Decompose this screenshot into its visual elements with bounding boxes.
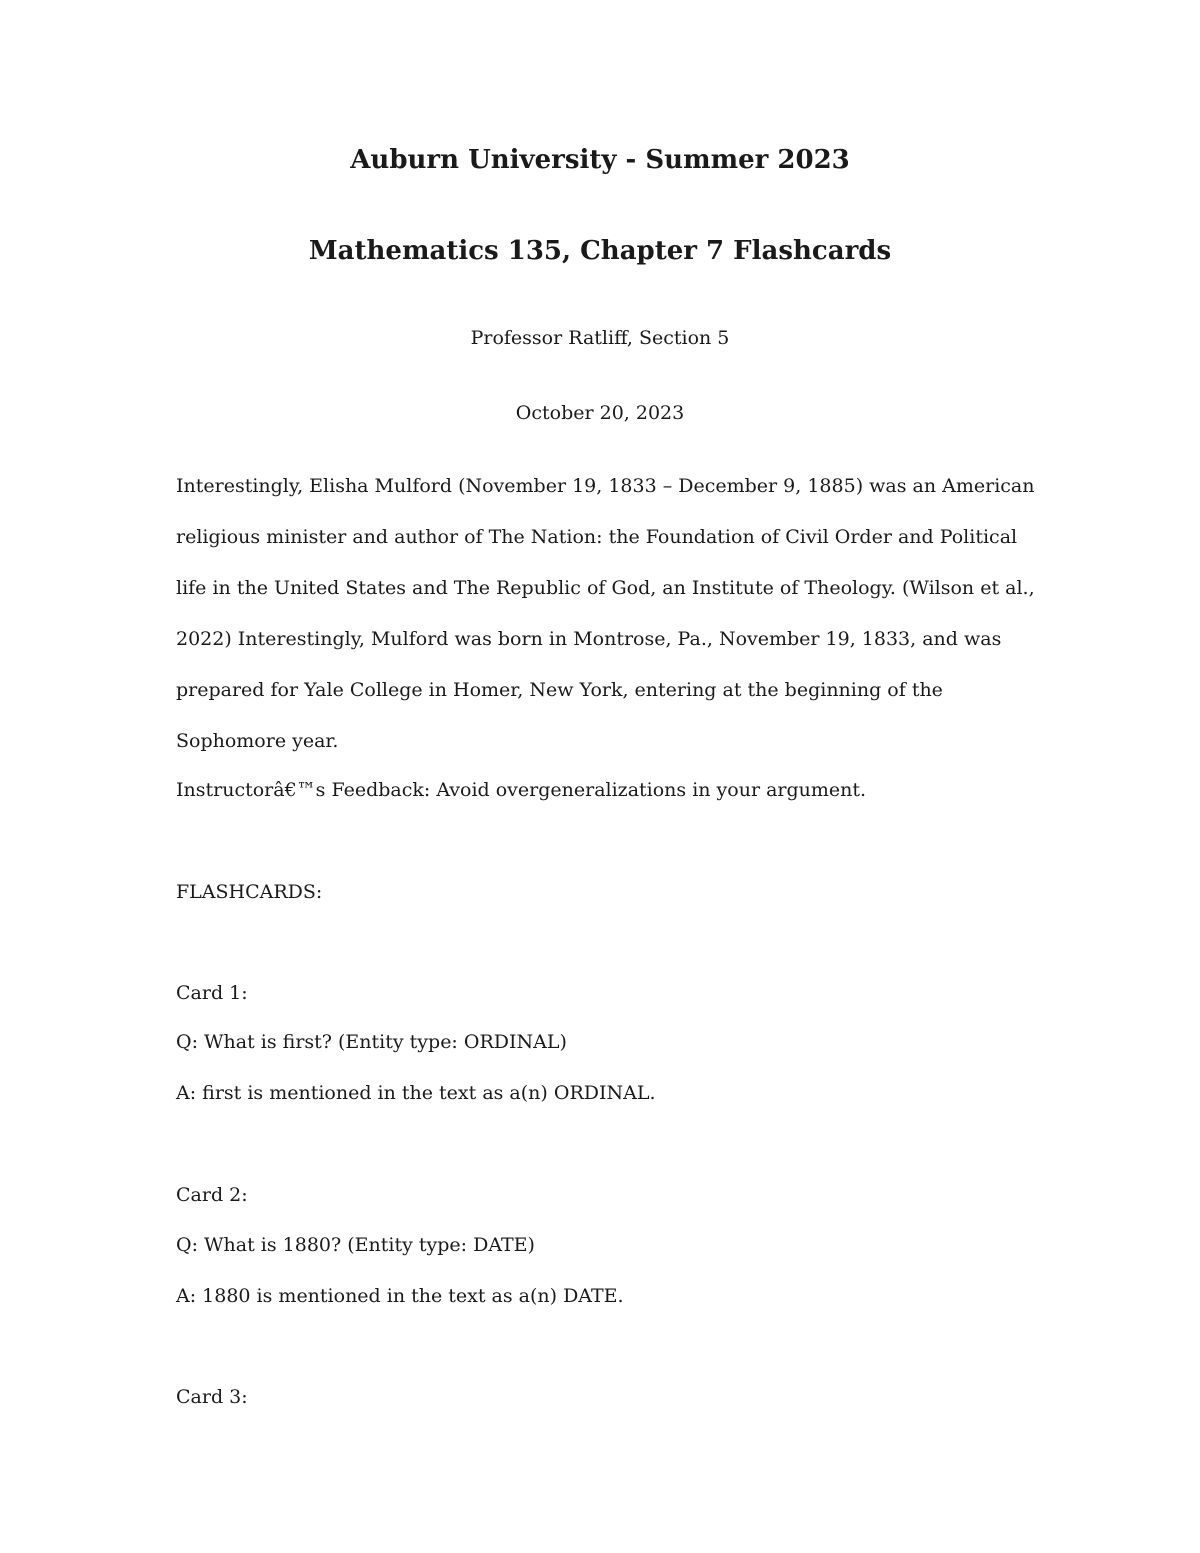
course-title: Mathematics 135, Chapter 7 Flashcards	[308, 236, 892, 266]
card-label: Card 2:	[176, 1184, 248, 1206]
card-question: Q: What is first? (Entity type: ORDINAL)	[176, 1031, 567, 1053]
card-answer: A: first is mentioned in the text as a(n) ORDINAL.	[176, 1082, 656, 1104]
card-label: Card 1:	[176, 982, 248, 1004]
flashcards-heading: FLASHCARDS:	[176, 881, 323, 903]
body-paragraph: Interestingly, Elisha Mulford (November 19, 1833 – December 9, 1885) was an American religious minister and author of The Nation: the Foundation of Civil Order and Political life in the United States and The Republic of God, an Institute of Theology. (Wilson et al., 2022) Interestingly, Mulford was born in Montrose, Pa., November 19, 1833, and was prepared for Yale College in Homer, New York, entering at the beginning of the Sophomore year.	[176, 475, 1035, 752]
professor-section: Professor Ratliff, Section 5	[470, 327, 730, 349]
document-date: October 20, 2023	[515, 402, 685, 424]
card-label: Card 3:	[176, 1386, 248, 1408]
card-answer: A: 1880 is mentioned in the text as a(n) DATE.	[176, 1285, 624, 1307]
institution-heading: Auburn University - Summer 2023	[350, 145, 850, 175]
instructor-feedback: Instructorâ€™s Feedback: Avoid overgeneralizations in your argument.	[176, 779, 867, 801]
card-question: Q: What is 1880? (Entity type: DATE)	[176, 1234, 535, 1256]
